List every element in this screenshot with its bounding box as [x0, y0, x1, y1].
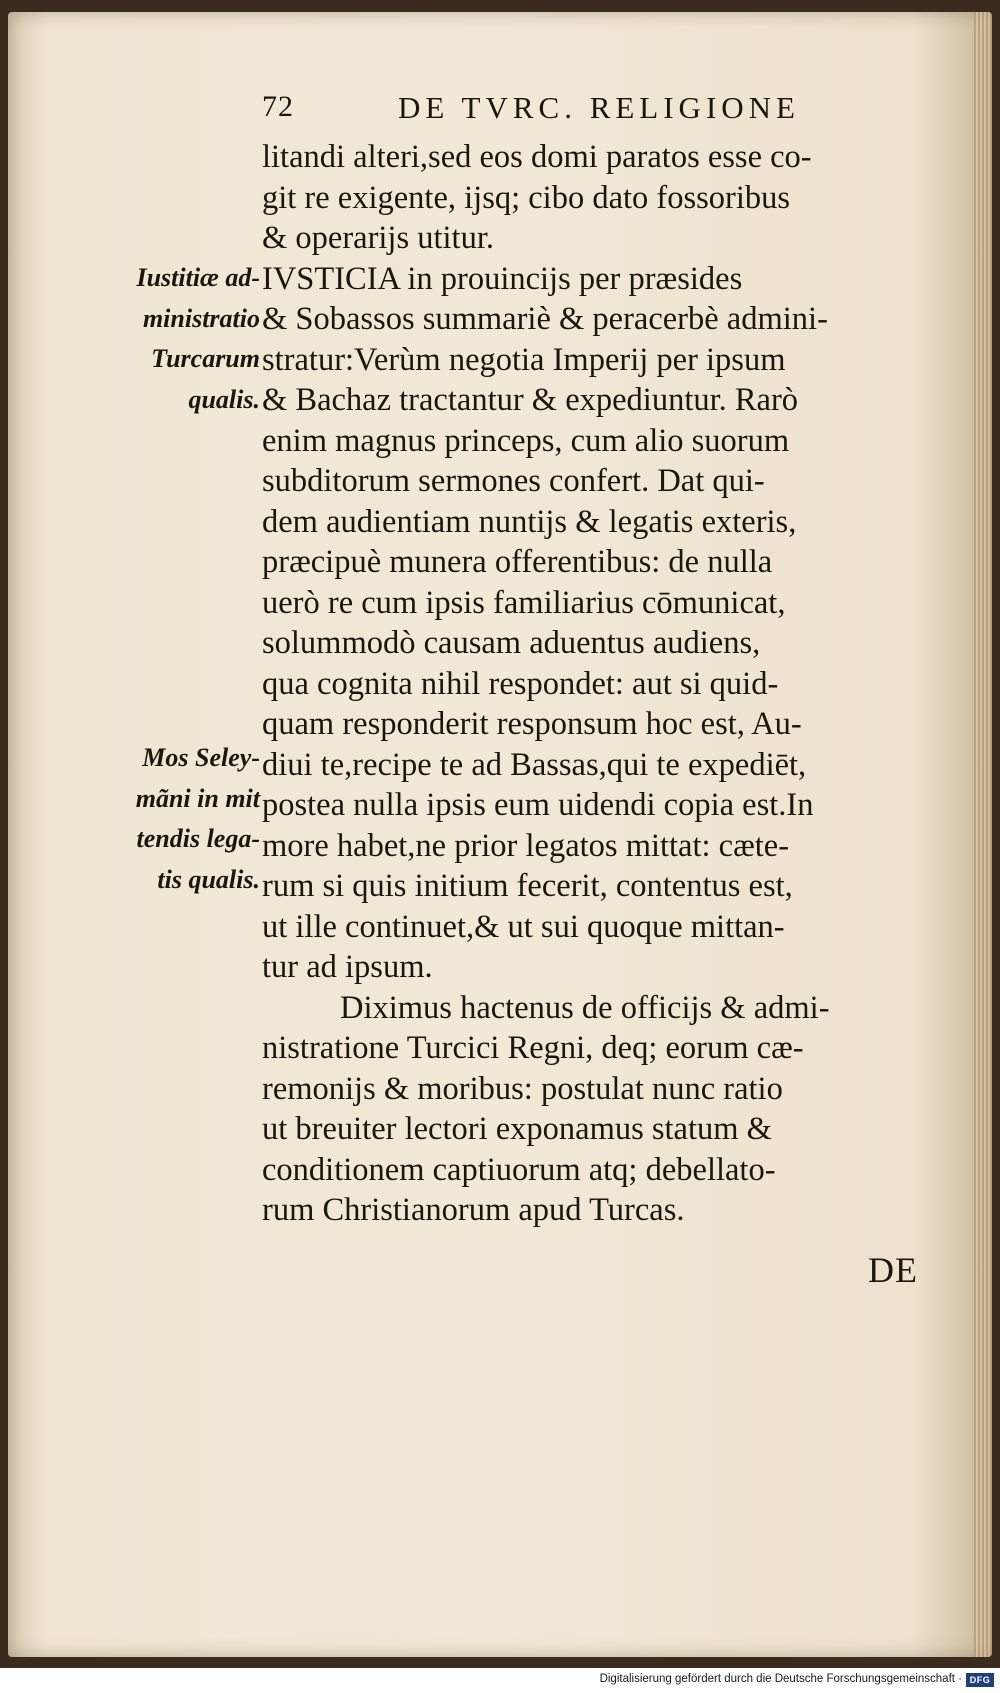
text-line: subditorum sermones confert. Dat qui-	[262, 463, 765, 499]
page-fore-edge	[974, 12, 992, 1657]
text-line: enim magnus princeps, cum alio suorum	[262, 422, 790, 459]
page-number: 72	[262, 90, 294, 123]
marginal-line: tis qualis.	[157, 864, 260, 894]
text-line: & Bachaz tractantur & expediuntur. Rarò	[262, 382, 799, 418]
page-header	[258, 90, 878, 130]
marginal-note-justice	[100, 258, 260, 420]
text-line: rum si quis initium fecerit, contentus est,	[262, 868, 793, 904]
text-line: nistratione Turcici Regni, deq; eorum cæ-	[262, 1030, 804, 1066]
body-text	[262, 137, 922, 1231]
marginal-line: ministratio	[142, 303, 260, 333]
marginal-line: qualis.	[188, 384, 260, 414]
marginal-note-envoys	[100, 738, 260, 900]
marginal-line: Mos Seley-	[142, 743, 260, 772]
footer-credit: Digitalisierung gefördert durch die Deutsche Forschungsgemeinschaft ·	[599, 1673, 962, 1685]
dfg-logo-icon: DFG	[966, 1673, 994, 1687]
text-line: diui te,recipe te ad Bassas,qui te expediēt,	[262, 746, 807, 783]
marginal-line: tendis lega-	[136, 824, 260, 853]
catchword: DE	[868, 1250, 918, 1290]
text-line: litandi alteri,sed eos domi paratos esse co-	[262, 139, 812, 175]
text-line: more habet,ne prior legatos mittat: cæte-	[262, 827, 790, 864]
text-line: quam responderit responsum hoc est, Au-	[262, 706, 802, 742]
text-line: uerò re cum ipsis familiarius cōmunicat,	[262, 584, 786, 621]
text-line: stratur:Verùm negotia Imperij per ipsum	[262, 341, 786, 378]
text-line: postea nulla ipsis eum uidendi copia est.In	[262, 787, 814, 823]
running-title: DE TVRC. RELIGIONE	[398, 90, 800, 125]
text-line: IVSTICIA in prouincijs per præsides	[262, 260, 743, 297]
digitization-footer	[0, 1668, 1000, 1693]
marginal-line: Turcarum	[151, 344, 260, 373]
text-line: ut breuiter lectori exponamus statum &	[262, 1111, 772, 1147]
text-line: rum Christianorum apud Turcas.	[262, 1192, 685, 1228]
text-line: remonijs & moribus: postulat nunc ratio	[262, 1070, 783, 1107]
text-line: dem audientiam nuntijs & legatis exteris,	[262, 503, 797, 540]
text-line: qua cognita nihil respondet: aut si quid-	[262, 665, 779, 702]
text-line: solummodò causam aduentus audiens,	[262, 625, 761, 661]
text-line: Diximus hactenus de officijs & admi-	[340, 989, 830, 1026]
text-line: & Sobassos summariè & peracerbè admini-	[262, 301, 828, 337]
text-line: præcipuè munera offerentibus: de nulla	[262, 544, 773, 580]
text-line: conditionem captiuorum atq; debellato-	[262, 1151, 776, 1188]
text-line: tur ad ipsum.	[262, 949, 433, 985]
text-line: ut ille continuet,& ut sui quoque mittan-	[262, 908, 785, 945]
text-line: & operarijs utitur.	[262, 220, 494, 256]
text-line: git re exigente, ijsq; cibo dato fossoribus	[262, 179, 791, 216]
marginal-line: Iustitiæ ad-	[136, 263, 260, 292]
marginal-line: mãni in mit	[135, 783, 260, 813]
